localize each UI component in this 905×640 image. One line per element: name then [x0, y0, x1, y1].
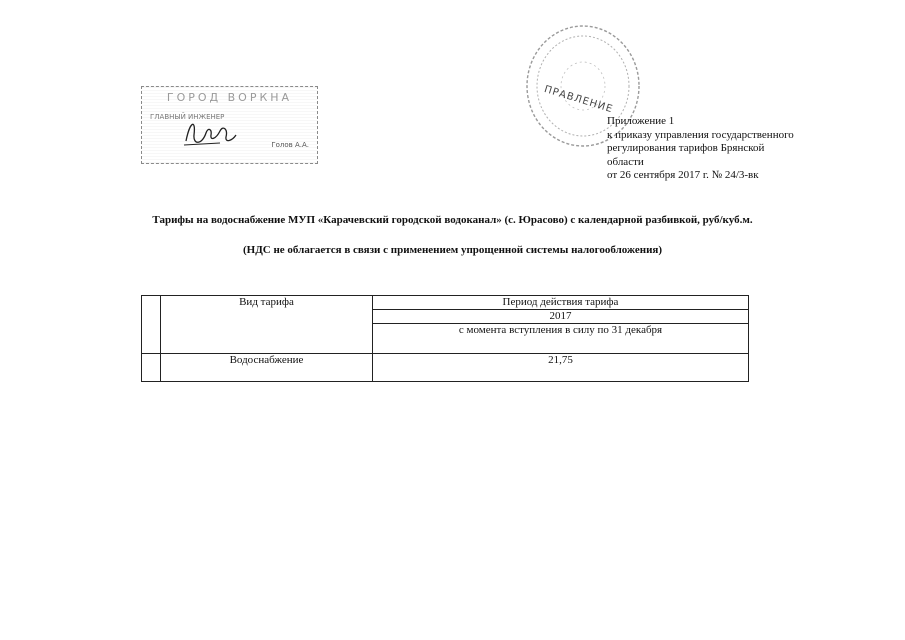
stamp-header: ГОРОД ВОРКНА [166, 91, 293, 104]
row-kind: Водоснабжение [161, 354, 373, 382]
blank-cell [142, 354, 161, 382]
blank-cell [142, 296, 161, 354]
appendix-line: Приложение 1 [607, 115, 675, 127]
appendix-line: к приказу управления государственного [607, 128, 794, 141]
header-period: Период действия тарифа [373, 296, 749, 310]
stamp-name: Голов А.А. [271, 141, 309, 149]
seal-word: ПРАВЛЕНИЕ [542, 84, 615, 116]
appendix-line: регулирования тарифов Брянской [607, 142, 765, 154]
vat-note: (НДС не облагается в связи с применением упрощенной системы налогообложения) [242, 244, 663, 256]
row-value: 21,75 [373, 354, 749, 382]
appendix-line: области [607, 155, 644, 168]
signature-icon [180, 115, 240, 149]
appendix-line: от 26 сентября 2017 г. № 24/3-вк [607, 169, 759, 181]
table-row [142, 354, 749, 382]
header-year: 2017 [373, 310, 749, 324]
header-period-range: с момента вступления в силу по 31 декабря [373, 324, 749, 354]
document-title: Тарифы на водоснабжение МУП «Карачевский городской водоканал» (с. Юрасово) с календарной разбивкой, руб/куб.м. [152, 214, 753, 226]
stamp-position: ГЛАВНЫЙ ИНЖЕНЕР [150, 113, 225, 121]
approval-stamp [141, 86, 318, 164]
header-tariff-kind: Вид тарифа [161, 296, 373, 354]
tariff-table [141, 295, 749, 382]
appendix-block [607, 115, 847, 183]
